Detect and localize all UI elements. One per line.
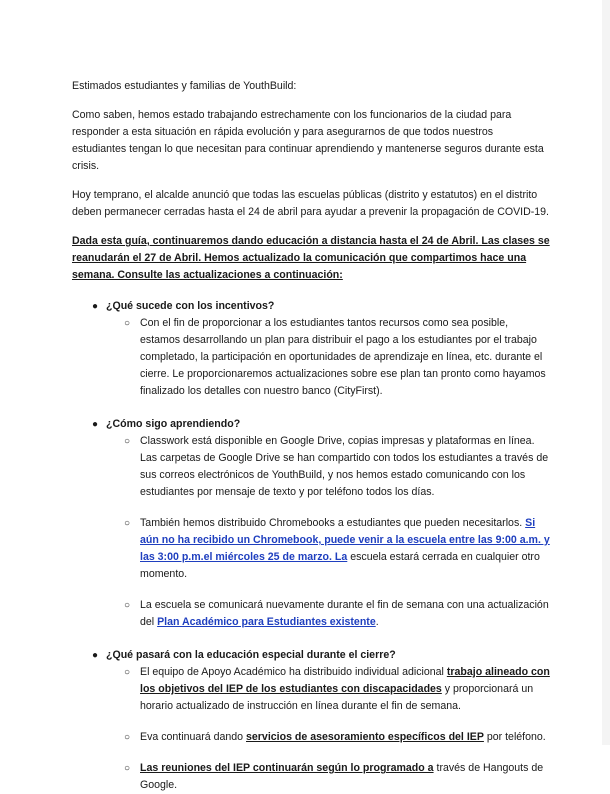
section-heading: ¿Qué sucede con los incentivos? (106, 300, 275, 312)
circle-bullet-icon: ○ (124, 518, 131, 529)
list-item-text (140, 664, 550, 715)
list-item-text (140, 515, 550, 583)
list-item (106, 760, 550, 794)
list-item (106, 664, 550, 715)
circle-bullet-icon: ○ (124, 600, 131, 611)
section-learning (72, 416, 550, 631)
underlined-text: trabajo alineado con los objetivos del IEP de los estudiantes con discapacidades (140, 666, 550, 695)
bullet-icon: ● (92, 650, 99, 661)
greeting: Estimados estudiantes y familias de YouthBuild: (72, 80, 297, 92)
text-run: y proporcionará un horario actualizado de instrucción en línea durante el fin de semana. (140, 683, 534, 712)
text-run: El equipo de Apoyo Académico ha distribuido individual adicional (140, 666, 447, 678)
list-item-text (140, 760, 550, 794)
letter-body (72, 78, 550, 794)
underlined-text: Las reuniones del IEP continuarán según lo programado a (140, 762, 434, 774)
underlined-text: servicios de asesoramiento específicos del IEP (246, 731, 484, 743)
list-item (106, 433, 550, 501)
list-item-text (140, 729, 550, 746)
bullet-icon: ● (92, 419, 99, 430)
section-heading: ¿Qué pasará con la educación especial durante el cierre? (106, 649, 396, 661)
text-run: Eva continuará dando (140, 731, 247, 743)
section-heading: ¿Cómo sigo aprendiendo? (106, 418, 241, 430)
text-run: través de Hangouts de Google. (140, 762, 544, 791)
text-run: . (375, 616, 379, 628)
list-item-text: Classwork está disponible en Google Drive, copias impresas y plataformas en línea. Las carpetas de Google Drive se han compartido con todos los estudiantes a través de sus correos electrónicos de YouthBuild, y nos hemos estado comunicando con los estudiantes por mensaje de texto y por teléfono todos los días. (140, 435, 549, 498)
list-item (106, 315, 550, 400)
circle-bullet-icon: ○ (124, 732, 131, 743)
list-item-text (140, 597, 550, 631)
text-run: por teléfono. (483, 731, 546, 743)
circle-bullet-icon: ○ (124, 667, 131, 678)
page-edge (602, 0, 610, 745)
circle-bullet-icon: ○ (124, 436, 131, 447)
bullet-icon: ● (92, 301, 99, 312)
section-special-education (72, 647, 550, 794)
highlight-paragraph: Dada esta guía, continuaremos dando educación a distancia hasta el 24 de Abril. Las clases se reanudarán el 27 de Abril. Hemos actualizado la comunicación que compartimos hace una semana. Consulte las actualizaciones a continuación: (72, 235, 550, 281)
list-item (106, 597, 550, 631)
circle-bullet-icon: ○ (124, 763, 131, 774)
section-incentives (72, 298, 550, 400)
list-item (106, 515, 550, 583)
list-item (106, 729, 550, 746)
chromebook-link[interactable]: Si aún no ha recibido un Chromebook, puede venir a la escuela entre las 9:00 a.m. y las 3:00 p.m.el miércoles 25 de marzo. La (140, 517, 550, 563)
text-run: La escuela se comunicará nuevamente durante el fin de semana con una actualización del (140, 599, 549, 628)
circle-bullet-icon: ○ (124, 318, 131, 329)
academic-plan-link[interactable]: Plan Académico para Estudiantes existente (157, 616, 376, 628)
text-run: escuela estará cerrada en cualquier otro momento. (140, 551, 540, 580)
intro-paragraph: Como saben, hemos estado trabajando estrechamente con los funcionarios de la ciudad para responder a esta situación en rápida evolución y para asegurarnos de que todos nuestros estudiantes tengan lo que necesitan para continuar aprendiendo y mantenerse seguros durante esta crisis. (72, 109, 544, 172)
announcement-paragraph: Hoy temprano, el alcalde anunció que todas las escuelas públicas (distrito y estatutos) en el distrito deben permanecer cerradas hasta el 24 de abril para ayudar a prevenir la propagación de COVID-19. (72, 189, 550, 218)
text-run: También hemos distribuido Chromebooks a estudiantes que pueden necesitarlos. (140, 517, 526, 529)
list-item-text: Con el fin de proporcionar a los estudiantes tantos recursos como sea posible, estamos desarrollando un plan para distribuir el pago a los estudiantes por el trabajo completado, la participación en oportunidades de aprendizaje en línea, etc. durante el cierre. Le proporcionaremos actualizaciones sobre ese plan tan pronto como hayamos finalizado los detalles con nuestro banco (CityFirst). (140, 317, 546, 397)
